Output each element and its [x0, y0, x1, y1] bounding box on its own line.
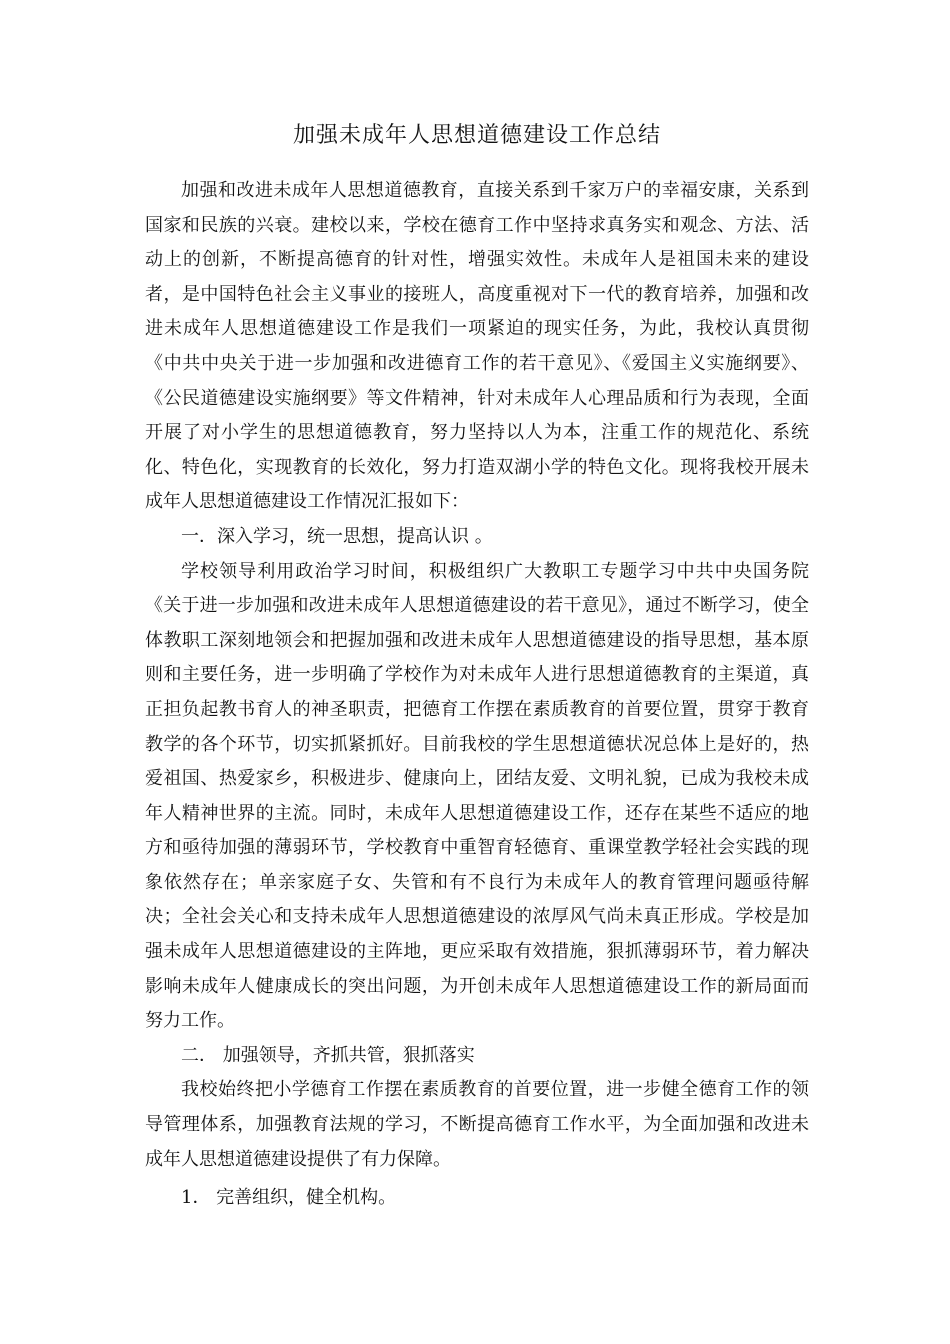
- section-heading-1: 一．深入学习，统一思想，提高认识 。: [181, 525, 493, 547]
- document-title: 加强未成年人思想道德建设工作总结: [292, 123, 661, 148]
- intro-paragraph: 加强和改进未成年人思想道德教育，直接关系到千家万户的幸福安康，关系到国家和民族的兴衰。建校以来，学校在德育工作中坚持求真务实和观念、方法、活动上的创新，不断提高德育的针对性，增强实效性。未成年人是祖国未来的建设者，是中国特色社会主义事业的接班人，高度重视对下一代的教育培养，加强和改进未成年人思想道德建设工作是我们一项紧迫的现实任务，为此，我校认真贯彻《中共中央关于进一步加强和改进德育工作的若干意见》、《爱国主义实施纲要》、《公民道德建设实施纲要》等文件精神，针对未成年人心理品质和行为表现，全面开展了对小学生的思想道德教育，努力坚持以人为本，注重工作的规范化、系统化、特色化，实现教育的长效化，努力打造双湖小学的特色文化。现将我校开展未成年人思想道德建设工作情况汇报如下：: [145, 180, 809, 513]
- subsection-heading-1: 1． 完善组织，健全机构。: [181, 1187, 397, 1209]
- section-2-paragraph: 我校始终把小学德育工作摆在素质教育的首要位置，进一步健全德育工作的领导管理体系，加强教育法规的学习，不断提高德育工作水平，为全面加强和改进未成年人思想道德建设提供了有力保障。: [145, 1079, 809, 1170]
- section-heading-2: 二． 加强领导，齐抓共管，狠抓落实: [181, 1044, 475, 1066]
- section-1-paragraph: 学校领导利用政治学习时间，积极组织广大教职工专题学习中共中央国务院《关于进一步加强和改进未成年人思想道德建设的若干意见》，通过不断学习，使全体教职工深刻地领会和把握加强和改进未成年人思想道德建设的指导思想，基本原则和主要任务，进一步明确了学校作为对未成年人进行思想道德教育的主渠道，真正担负起教书育人的神圣职责，把德育工作摆在素质教育的首要位置，贯穿于教育教学的各个环节，切实抓紧抓好。目前我校的学生思想道德状况总体上是好的，热爱祖国、热爱家乡，积极进步、健康向上，团结友爱、文明礼貌，已成为我校未成年人精神世界的主流。同时，未成年人思想道德建设工作，还存在某些不适应的地方和亟待加强的薄弱环节，学校教育中重智育轻德育、重课堂教学轻社会实践的现象依然存在；单亲家庭子女、失管和有不良行为未成年人的教育管理问题亟待解决；全社会关心和支持未成年人思想道德建设的浓厚风气尚未真正形成。学校是加强未成年人思想道德建设的主阵地，更应采取有效措施，狠抓薄弱环节，着力解决影响未成年人健康成长的突出问题，为开创未成年人思想道德建设工作的新局面而努力工作。: [145, 560, 809, 1032]
- document-page: [145, 118, 809, 1216]
